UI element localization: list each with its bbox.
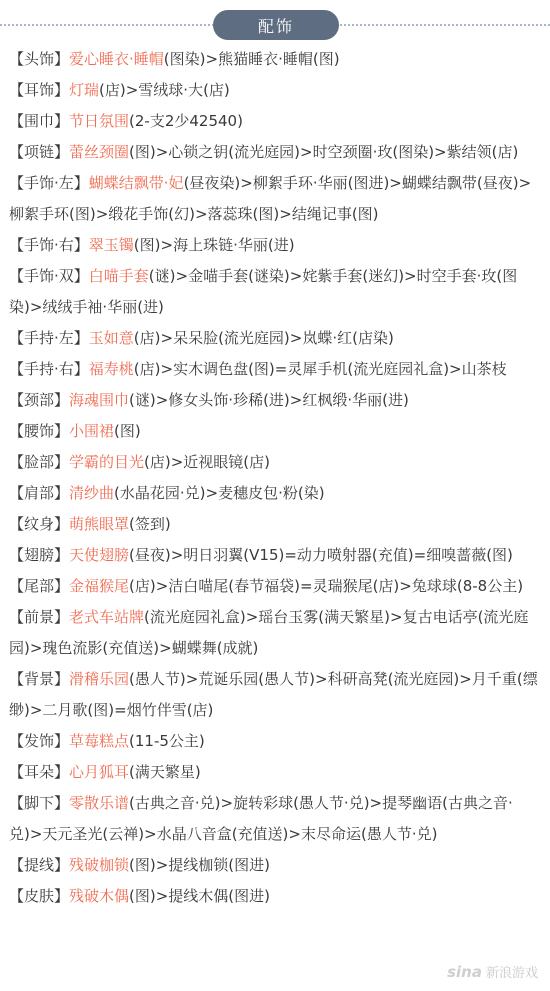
slot-label: 【手饰·左】 — [9, 174, 89, 192]
slot-label: 【围巾】 — [9, 112, 70, 130]
alternatives-text: (流光庭园礼盒)>瑶台玉雾(满天繁星)>复古电话亭(流光庭园)>瑰色流影(充值送)>蝴蝶舞(成就) — [9, 608, 529, 657]
highlight-item: 学霸的目光 — [69, 453, 145, 471]
section-title-text: 配饰 — [257, 16, 294, 36]
alternatives-text: (店)>雪绒球·大(店) — [99, 81, 230, 99]
accessory-entry — [9, 447, 544, 478]
slot-label: 【手饰·双】 — [9, 267, 89, 285]
alternatives-text: (满天繁星) — [129, 763, 201, 781]
highlight-item: 残破木偶 — [69, 887, 130, 905]
highlight-item: 金福猴尾 — [69, 577, 130, 595]
accessory-entry — [9, 757, 544, 788]
highlight-item: 白喵手套 — [88, 267, 149, 285]
highlight-item: 灯瑞 — [69, 81, 100, 99]
accessory-list — [9, 44, 544, 912]
alternatives-text: (签到) — [129, 515, 171, 533]
section-title — [213, 10, 339, 40]
sina-logo-icon: sina — [447, 962, 482, 981]
highlight-item: 清纱曲 — [69, 484, 115, 502]
accessory-entry — [9, 509, 544, 540]
accessory-entry — [9, 106, 544, 137]
alternatives-text: (谜)>金喵手套(谜染)>姹紫手套(迷幻)>时空手套·玫(图染)>绒绒手袖·华丽(进) — [9, 267, 518, 316]
highlight-item: 老式车站牌 — [69, 608, 145, 626]
highlight-item: 蕾丝颈圈 — [69, 143, 130, 161]
slot-label: 【手持·左】 — [9, 329, 89, 347]
watermark-text: 新浪游戏 — [485, 966, 538, 981]
accessory-entry — [9, 354, 544, 385]
highlight-item: 滑稽乐园 — [69, 670, 130, 688]
alternatives-text: (图)>提线枷锁(图进) — [129, 856, 271, 874]
alternatives-text: (古典之音·兑)>旋转彩球(愚人节·兑)>提琴幽语(古典之音·兑)>天元圣光(云禅)>水晶八音盒(充值送)>末尽命运(愚人节·兑) — [9, 794, 513, 843]
accessory-entry — [9, 137, 544, 168]
watermark — [447, 962, 538, 981]
slot-label: 【肩部】 — [9, 484, 70, 502]
slot-label: 【脸部】 — [9, 453, 70, 471]
accessory-entry — [9, 75, 544, 106]
slot-label: 【手持·右】 — [9, 360, 89, 378]
alternatives-text: (昼夜染)>柳絮手环·华丽(图进)>蝴蝶结飘带(昼夜)>柳絮手环(图)>缎花手饰(幻)>落蕊珠(图)>结绳记事(图) — [9, 174, 532, 223]
alternatives-text: (11-5公主) — [129, 732, 205, 750]
accessory-entry — [9, 602, 544, 664]
slot-label: 【尾部】 — [9, 577, 70, 595]
highlight-item: 天使翅膀 — [69, 546, 130, 564]
alternatives-text: (图)>心锁之钥(流光庭园)>时空颈圈·玫(图染)>紫结领(店) — [129, 143, 519, 161]
slot-label: 【提线】 — [9, 856, 70, 874]
accessory-entry — [9, 323, 544, 354]
accessory-entry — [9, 44, 544, 75]
slot-label: 【腰饰】 — [9, 422, 70, 440]
accessory-entry — [9, 168, 544, 230]
highlight-item: 小围裙 — [69, 422, 115, 440]
highlight-item: 零散乐谱 — [69, 794, 130, 812]
slot-label: 【耳朵】 — [9, 763, 70, 781]
accessory-entry — [9, 850, 544, 881]
accessory-entry — [9, 478, 544, 509]
accessory-entry — [9, 571, 544, 602]
alternatives-text: (水晶花园·兑)>麦穗皮包·粉(染) — [114, 484, 325, 502]
alternatives-text: (店)>近视眼镜(店) — [144, 453, 271, 471]
highlight-item: 草莓糕点 — [69, 732, 130, 750]
highlight-item: 玉如意 — [88, 329, 134, 347]
slot-label: 【皮肤】 — [9, 887, 70, 905]
highlight-item: 节日氛围 — [69, 112, 130, 130]
alternatives-text: (愚人节)>荒诞乐园(愚人节)>科研高凳(流光庭园)>月千重(缥缈)>二月歌(图)=烟竹伴雪(店) — [9, 670, 538, 719]
accessory-entry — [9, 230, 544, 261]
highlight-item: 萌熊眼罩 — [69, 515, 130, 533]
accessory-entry — [9, 261, 544, 323]
alternatives-text: (图) — [114, 422, 141, 440]
alternatives-text: (店)>洁白喵尾(春节福袋)=灵瑞猴尾(店)>兔球球(8-8公主) — [129, 577, 524, 595]
alternatives-text: (图)>提线木偶(图进) — [129, 887, 271, 905]
slot-label: 【手饰·右】 — [9, 236, 89, 254]
highlight-item: 爱心睡衣·睡帽 — [69, 50, 164, 68]
highlight-item: 心月狐耳 — [69, 763, 130, 781]
accessory-entry — [9, 416, 544, 447]
alternatives-text: (昼夜)>明日羽翼(V15)=动力喷射器(充值)=细嗅蔷薇(图) — [129, 546, 513, 564]
slot-label: 【纹身】 — [9, 515, 70, 533]
slot-label: 【头饰】 — [9, 50, 70, 68]
highlight-item: 翠玉镯 — [88, 236, 134, 254]
accessory-entry — [9, 788, 544, 850]
highlight-item: 福寿桃 — [88, 360, 134, 378]
alternatives-text: (图染)>熊猫睡衣·睡帽(图) — [163, 50, 340, 68]
accessory-entry — [9, 540, 544, 571]
highlight-item: 海魂围巾 — [69, 391, 130, 409]
accessory-entry — [9, 664, 544, 726]
slot-label: 【颈部】 — [9, 391, 70, 409]
alternatives-text: (店)>呆呆脸(流光庭园)>岚蝶·红(店染) — [133, 329, 394, 347]
highlight-item: 残破枷锁 — [69, 856, 130, 874]
slot-label: 【脚下】 — [9, 794, 70, 812]
slot-label: 【前景】 — [9, 608, 70, 626]
accessory-entry — [9, 726, 544, 757]
slot-label: 【发饰】 — [9, 732, 70, 750]
alternatives-text: (店)>实木调色盘(图)=灵犀手机(流光庭园礼盒)>山茶枝 — [133, 360, 507, 378]
alternatives-text: (图)>海上珠链·华丽(进) — [133, 236, 295, 254]
slot-label: 【项链】 — [9, 143, 70, 161]
slot-label: 【翅膀】 — [9, 546, 70, 564]
alternatives-text: (2-支2少42540) — [129, 112, 243, 130]
slot-label: 【耳饰】 — [9, 81, 70, 99]
alternatives-text: (谜)>修女头饰·珍稀(进)>红枫缎·华丽(进) — [129, 391, 409, 409]
highlight-item: 蝴蝶结飘带·妃 — [88, 174, 184, 192]
slot-label: 【背景】 — [9, 670, 70, 688]
accessory-entry — [9, 385, 544, 416]
accessory-entry — [9, 881, 544, 912]
